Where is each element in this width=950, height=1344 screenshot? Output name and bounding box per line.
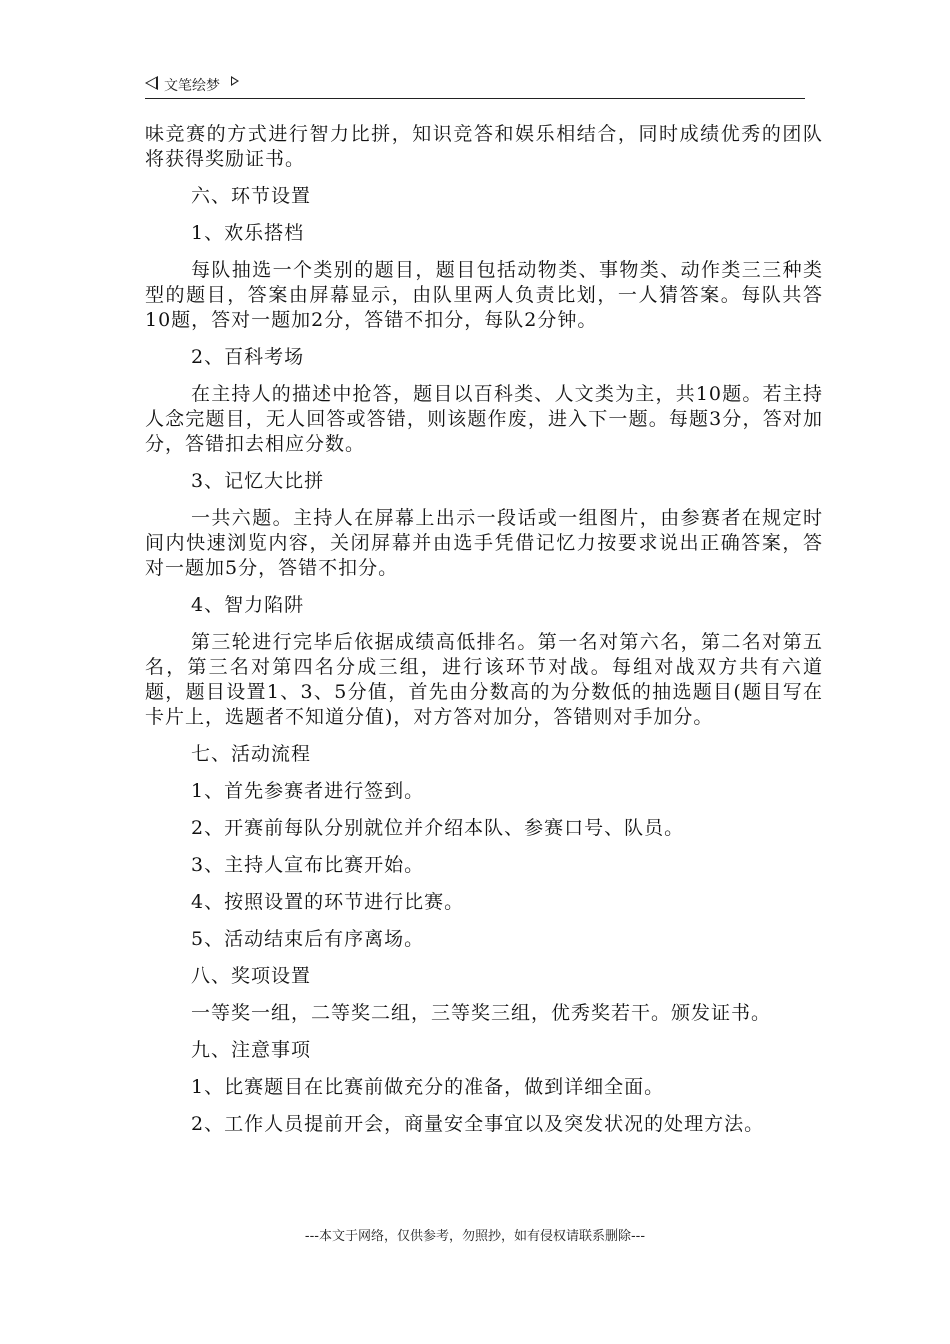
header-brand: 文笔绘梦 bbox=[164, 78, 220, 94]
paragraph: 一共六题。主持人在屏幕上出示一段话或一组图片，由参赛者在规定时间内快速浏览内容，关闭屏幕并由选手凭借记忆力按要求说出正确答案，答对一题加5分，答错不扣分。 bbox=[145, 507, 823, 579]
list-item: 5、活动结束后有序离场。 bbox=[191, 928, 425, 950]
document-body bbox=[145, 122, 823, 1149]
left-triangle-icon bbox=[145, 76, 158, 90]
paragraph: 一等奖一组，二等奖二组，三等奖三组，优秀奖若干。颁发证书。 bbox=[191, 1002, 772, 1024]
section-heading: 九、注意事项 bbox=[191, 1039, 312, 1061]
right-triangle-icon bbox=[231, 76, 239, 86]
list-item: 1、首先参赛者进行签到。 bbox=[191, 780, 425, 802]
subsection-heading: 1、欢乐搭档 bbox=[191, 222, 305, 244]
subsection-heading: 2、百科考场 bbox=[191, 346, 305, 368]
section-heading: 七、活动流程 bbox=[191, 743, 312, 765]
subsection-heading: 3、记忆大比拼 bbox=[191, 470, 325, 492]
paragraph: 在主持人的描述中抢答，题目以百科类、人文类为主，共10题。若主持人念完题目，无人回答或答错，则该题作废，进入下一题。每题3分，答对加分，答错扣去相应分数。 bbox=[145, 383, 823, 455]
list-item: 2、开赛前每队分别就位并介绍本队、参赛口号、队员。 bbox=[191, 817, 685, 839]
subsection-heading: 4、智力陷阱 bbox=[191, 594, 305, 616]
paragraph: 每队抽选一个类别的题目，题目包括动物类、事物类、动作类三三种类型的题目，答案由屏幕显示，由队里两人负责比划，一人猜答案。每队共答10题，答对一题加2分，答错不扣分，每队2分钟。 bbox=[145, 259, 823, 331]
section-heading: 六、环节设置 bbox=[191, 185, 312, 207]
list-item: 2、工作人员提前开会，商量安全事宜以及突发状况的处理方法。 bbox=[191, 1113, 765, 1135]
paragraph: 第三轮进行完毕后依据成绩高低排名。第一名对第六名，第二名对第五名，第三名对第四名分成三组，进行该环节对战。每组对战双方共有六道题，题目设置1、3、5分值，首先由分数高的为分数低的抽选题目(题目写在卡片上，选题者不知道分值)，对方答对加分，答错则对手加分。 bbox=[145, 631, 823, 728]
page-footer: ---本文于网络，仅供参考，勿照抄，如有侵权请联系删除--- bbox=[304, 1229, 646, 1244]
list-item: 4、按照设置的环节进行比赛。 bbox=[191, 891, 465, 913]
paragraph: 味竞赛的方式进行智力比拼，知识竞答和娱乐相结合，同时成绩优秀的团队将获得奖励证书。 bbox=[145, 123, 823, 170]
page-header bbox=[145, 72, 805, 99]
list-item: 1、比赛题目在比赛前做充分的准备，做到详细全面。 bbox=[191, 1076, 665, 1098]
section-heading: 八、奖项设置 bbox=[191, 965, 312, 987]
list-item: 3、主持人宣布比赛开始。 bbox=[191, 854, 425, 876]
